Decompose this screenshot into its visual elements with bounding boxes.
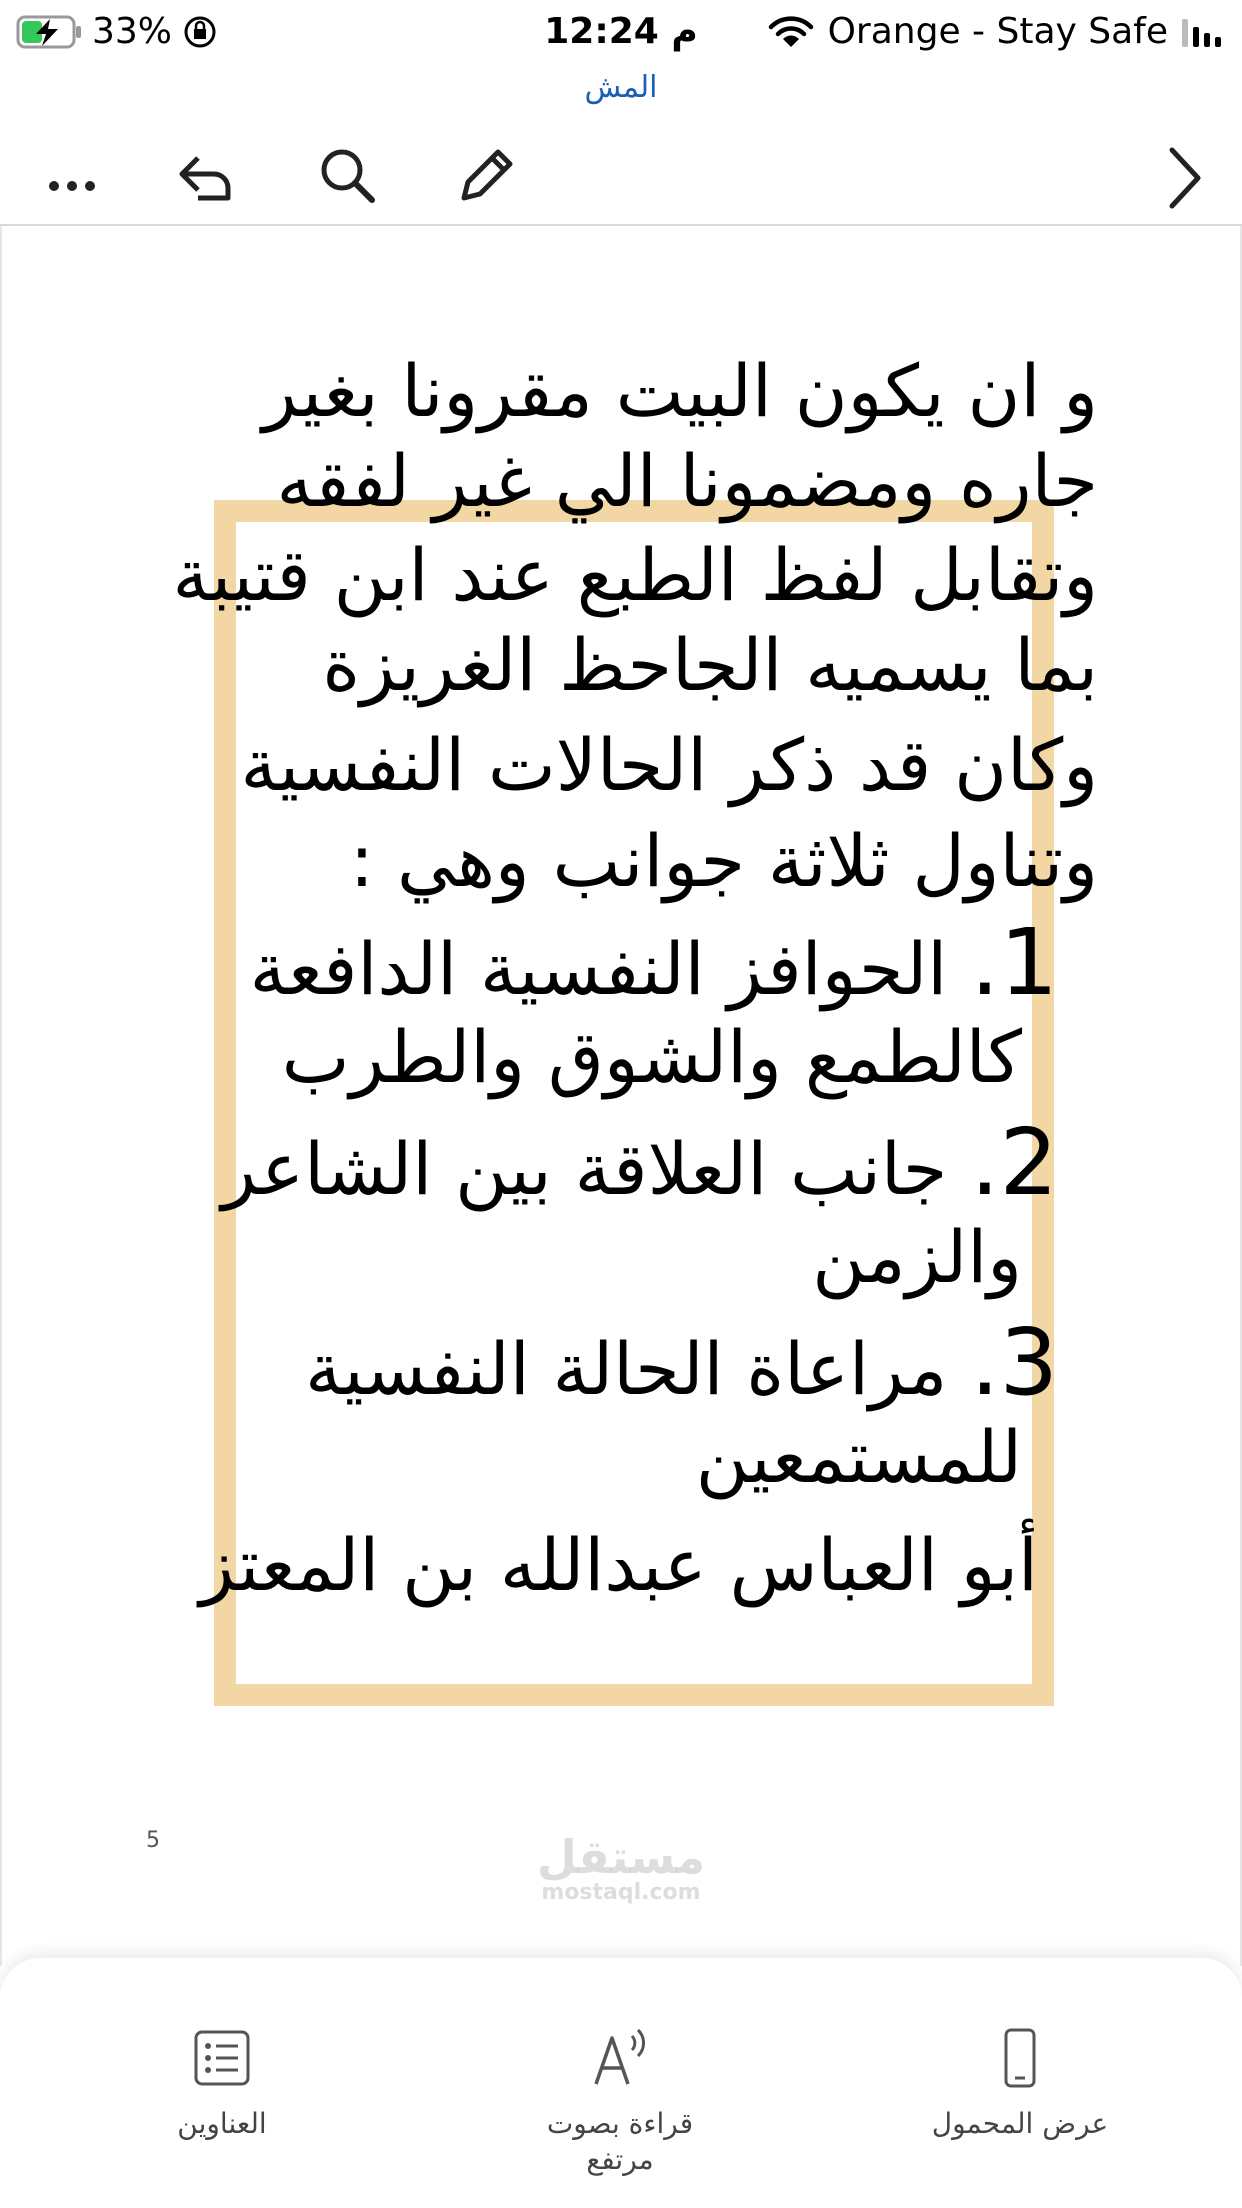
- chevron-right-icon[interactable]: [1150, 140, 1220, 210]
- headings-label: العناوين: [177, 2107, 267, 2140]
- more-icon[interactable]: [38, 140, 108, 210]
- page-number: 5: [146, 1828, 160, 1853]
- battery-percent: 33%: [92, 11, 173, 52]
- paragraph-line: بما يسميه الجاحظ الغريزة: [322, 623, 1098, 707]
- paragraph-line: وتقابل لفظ الطبع عند ابن قتيبة: [172, 533, 1098, 617]
- signal-icon: [1180, 15, 1224, 49]
- status-bar: [0, 0, 1242, 64]
- carrier-name: Orange - Stay Safe: [827, 11, 1168, 52]
- bottom-action-bar: [0, 1958, 1242, 2208]
- undo-icon[interactable]: [172, 140, 242, 210]
- read-aloud-icon: [590, 2028, 650, 2088]
- watermark-text: مستقل: [536, 1830, 706, 1884]
- edit-icon[interactable]: [450, 140, 520, 210]
- list-number: 1.: [970, 909, 1058, 1016]
- list-item-3-continued: للمستمعين: [695, 1415, 1022, 1499]
- mobile-view-button[interactable]: [870, 2028, 1170, 2142]
- read-aloud-label: قراءة بصوت: [546, 2107, 694, 2140]
- paragraph-line: و ان يكون البيت مقرونا بغير: [262, 349, 1098, 433]
- list-item-1: [249, 909, 1058, 1016]
- list-text: الحوافز النفسية الدافعة: [249, 927, 948, 1011]
- paragraph-line: وكان قد ذكر الحالات النفسية: [240, 723, 1098, 807]
- read-aloud-label-2: مرتفع: [586, 2143, 654, 2176]
- list-item-3: [305, 1309, 1058, 1416]
- list-text: جانب العلاقة بين الشاعر: [221, 1127, 948, 1211]
- watermark-sub: mostaql.com: [541, 1880, 701, 1905]
- list-icon: [192, 2028, 252, 2088]
- list-item-2-continued: والزمن: [812, 1215, 1022, 1299]
- list-number: 3.: [970, 1309, 1058, 1416]
- document-title: المش: [584, 70, 658, 105]
- paragraph-line: وتناول ثلاثة جوانب وهي :: [349, 819, 1098, 903]
- headings-button[interactable]: [72, 2028, 372, 2142]
- closing-line: أبو العباس عبدالله بن المعتز: [199, 1523, 1038, 1607]
- page-edge-left: [0, 226, 2, 1966]
- list-item-2: [221, 1109, 1058, 1216]
- wifi-icon: [768, 15, 814, 49]
- list-number: 2.: [970, 1109, 1058, 1216]
- toolbar: [0, 120, 1242, 226]
- paragraph-line: جاره ومضمونا الي غير لفقه: [276, 439, 1098, 523]
- list-item-1-continued: كالطمع والشوق والطرب: [281, 1015, 1022, 1099]
- mobile-view-label: عرض المحمول: [931, 2107, 1109, 2140]
- read-aloud-button[interactable]: [470, 2028, 770, 2178]
- phone-icon: [990, 2028, 1050, 2088]
- status-time: 12:24 م: [544, 11, 698, 52]
- list-text: مراعاة الحالة النفسية: [305, 1327, 948, 1411]
- status-right: [768, 8, 1224, 56]
- search-icon[interactable]: [312, 140, 382, 210]
